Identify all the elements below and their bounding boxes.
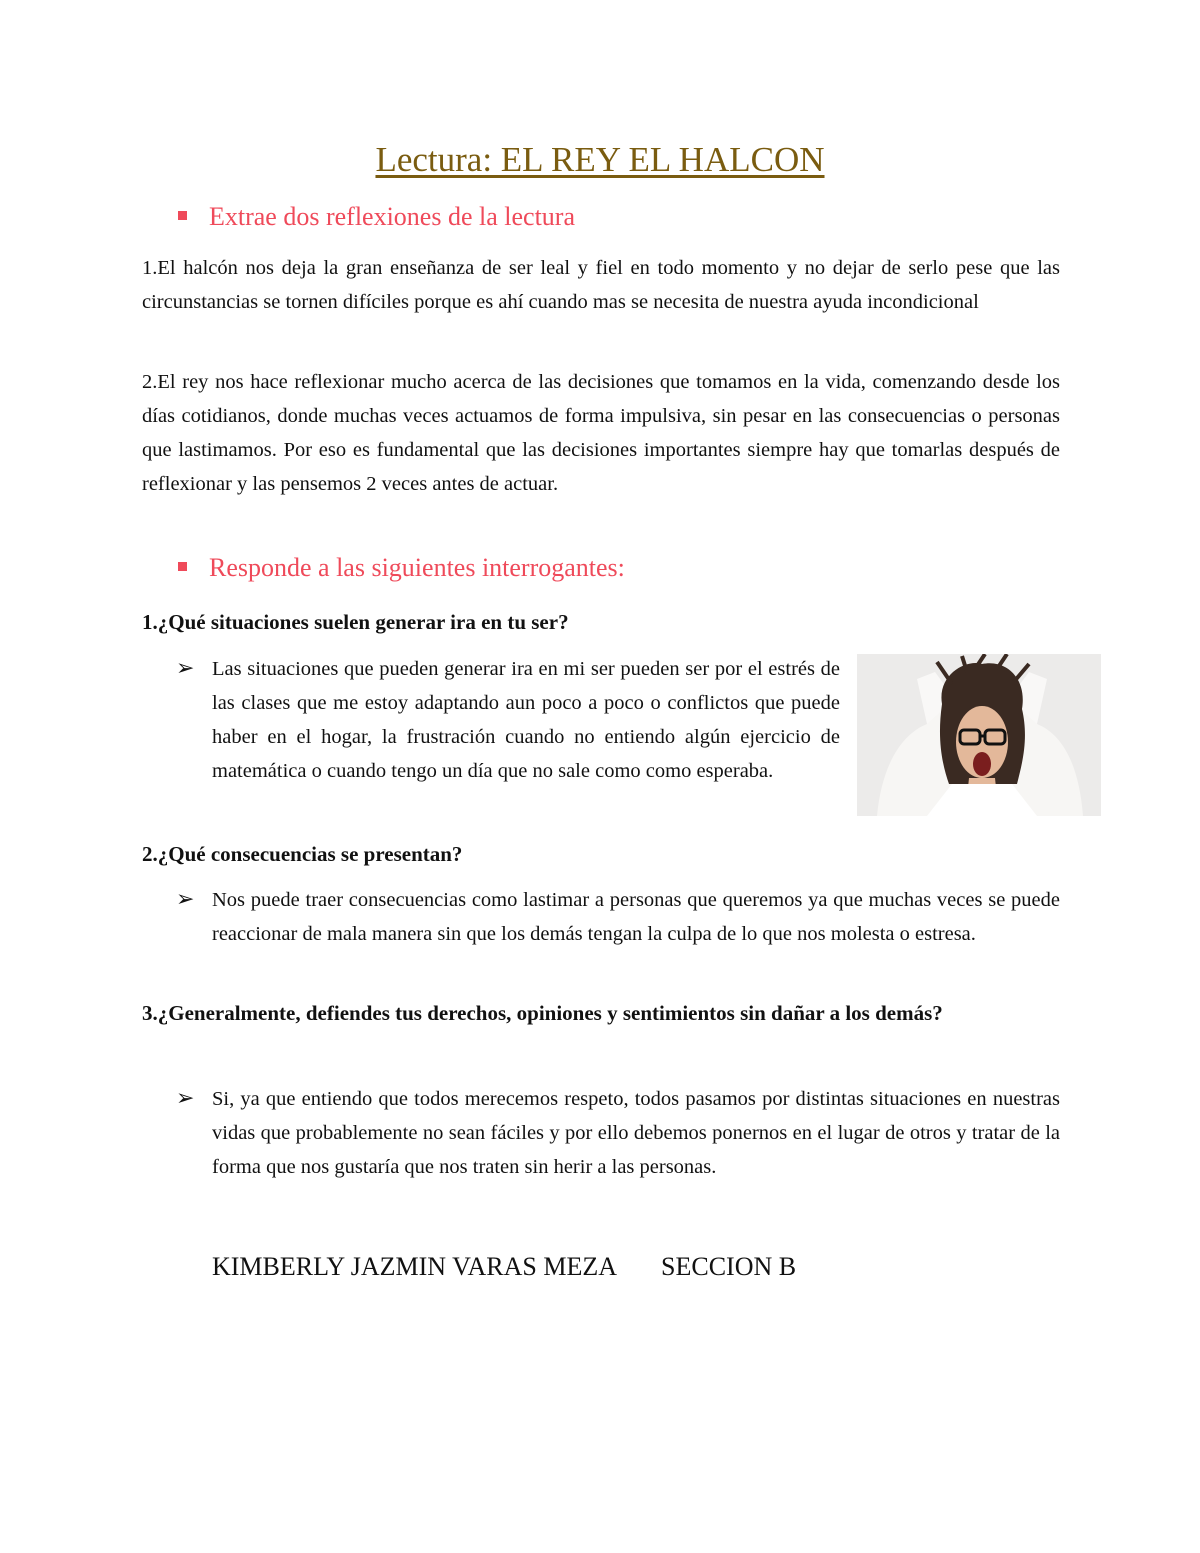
author-name: KIMBERLY JAZMIN VARAS MEZA <box>212 1252 618 1281</box>
stressed-woman-illustration <box>857 654 1101 816</box>
question-2: 2.¿Qué consecuencias se presentan? <box>142 842 463 866</box>
stressed-woman-photo <box>857 654 1101 816</box>
section-heading-reflections <box>178 202 575 232</box>
answer-2-text: Nos puede traer consecuencias como lastimar a personas que queremos ya que muchas veces se puede reaccionar de mala manera sin que los demás tengan la culpa de lo que nos molesta o estresa. <box>212 889 1060 945</box>
answer-2 <box>176 883 1060 951</box>
reflection-paragraph-2: 2.El rey nos hace reflexionar mucho acerca de las decisiones que tomamos en la vida, comenzando desde los días cotidianos, donde muchas veces actuamos de forma impulsiva, sin pesar en las consecuencias o personas que lastimamos. Por eso es fundamental que las decisiones importantes siempre hay que tomarlas después de reflexionar y las pensemos 2 veces antes de actuar. <box>142 371 1060 495</box>
question-3: 3.¿Generalmente, defiendes tus derechos, opiniones y sentimientos sin dañar a los demás? <box>142 1001 943 1025</box>
arrow-bullet-icon: ➢ <box>176 655 195 680</box>
answer-3 <box>176 1082 1060 1184</box>
square-bullet-icon <box>178 211 187 220</box>
arrow-bullet-icon: ➢ <box>176 886 195 911</box>
arrow-bullet-icon: ➢ <box>176 1085 195 1110</box>
author-section: SECCION B <box>661 1252 797 1281</box>
section-heading-questions <box>178 553 625 583</box>
answer-1-text: Las situaciones que pueden generar ira en mi ser pueden ser por el estrés de las clases que me estoy adaptando aun poco a poco o conflictos que puede haber en el hogar, la frustración cuando no entiendo algún ejercicio de matemática o cuando tengo un día que no sale como como esperaba. <box>212 658 840 782</box>
answer-1 <box>176 652 840 788</box>
section-heading-text: Responde a las siguientes interrogantes: <box>209 553 625 582</box>
square-bullet-icon <box>178 562 187 571</box>
question-1: 1.¿Qué situaciones suelen generar ira en tu ser? <box>142 610 569 634</box>
author-signature-line <box>212 1252 796 1282</box>
answer-3-text: Si, ya que entiendo que todos merecemos respeto, todos pasamos por distintas situaciones en nuestras vidas que probablemente no sean fáciles y por ello debemos ponernos en el lugar de otros y tratar de la forma que nos gustaría que nos traten sin herir a las personas. <box>212 1088 1060 1178</box>
page-title: Lectura: EL REY EL HALCON <box>375 140 825 179</box>
reflection-paragraph-1: 1.El halcón nos deja la gran enseñanza de ser leal y fiel en todo momento y no dejar de serlo pese que las circunstancias se tornen difíciles porque es ahí cuando mas se necesita de nuestra ayuda incondicional <box>142 257 1060 313</box>
section-heading-text: Extrae dos reflexiones de la lectura <box>209 202 575 231</box>
